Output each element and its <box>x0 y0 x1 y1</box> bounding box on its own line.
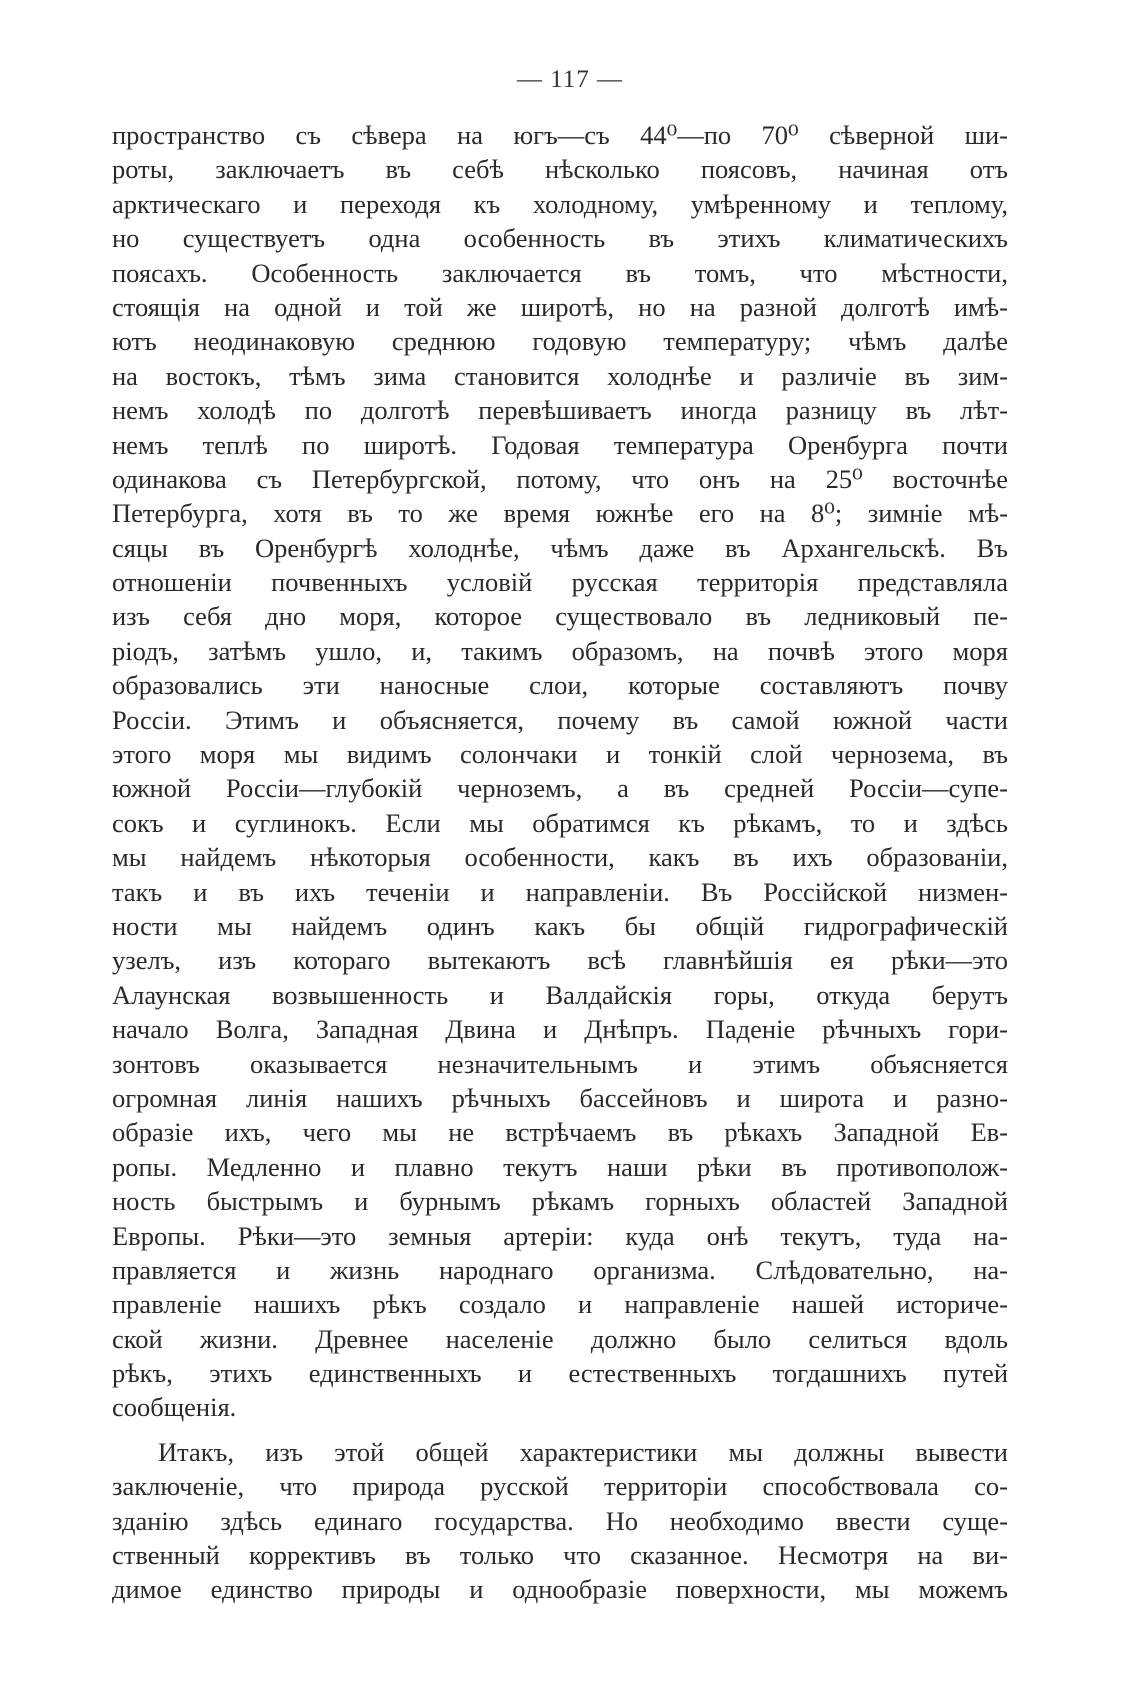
paragraph-gap <box>112 1425 1008 1435</box>
text-line: роты, заключаетъ въ себѣ нѣсколько поясовъ, начиная отъ <box>112 154 1008 185</box>
text-line: сяцы въ Оренбургѣ холоднѣе, чѣмъ даже въ Архангельскѣ. Въ <box>112 532 1008 563</box>
text-line: пространство съ сѣвера на югъ—съ 44⁰—по 70⁰ сѣверной ши- <box>112 120 1008 150</box>
text-line: зонтовъ оказывается незначительнымъ и этимъ объясняется <box>112 1048 1008 1079</box>
text-line: этого моря мы видимъ солончаки и тонкій слой чернозема, въ <box>112 739 1008 770</box>
text-line: начало Волга, Западная Двина и Днѣпръ. Паденіе рѣчныхъ гори- <box>112 1014 1008 1045</box>
text-line: образовались эти наносные слои, которые составляютъ почву <box>112 670 1008 701</box>
text-line: немъ теплѣ по широтѣ. Годовая температура Оренбурга почти <box>112 429 1008 460</box>
text-line: ропы. Медленно и плавно текутъ наши рѣки въ противополож- <box>112 1151 1008 1182</box>
text-line: Итакъ, изъ этой общей характеристики мы должны вывести <box>158 1436 1008 1467</box>
text-line: зданію здѣсь единаго государства. Но необходимо ввести суще- <box>112 1505 1008 1536</box>
text-line: стоящія на одной и той же широтѣ, но на разной долготѣ имѣ- <box>112 291 1008 322</box>
text-line: изъ себя дно моря, которое существовало въ ледниковый пе- <box>112 601 1008 632</box>
text-line: ственный коррективъ въ только что сказанное. Несмотря на ви- <box>112 1540 1008 1571</box>
text-line: димое единство природы и однообразіе поверхности, мы можемъ <box>112 1574 1008 1605</box>
text-line: огромная линія нашихъ рѣчныхъ бассейновъ и широта и разно- <box>112 1082 1008 1113</box>
text-line: ріодъ, затѣмъ ушло, и, такимъ образомъ, на почвѣ этого моря <box>112 635 1008 666</box>
text-line: южной Россіи—глубокій черноземъ, а въ средней Россіи—супе- <box>112 773 1008 804</box>
page-number: — 117 — <box>516 66 624 93</box>
text-line: Россіи. Этимъ и объясняется, почему въ самой южной части <box>112 704 1008 735</box>
text-line: правляется и жизнь народнаго организма. Слѣдовательно, на- <box>112 1254 1008 1285</box>
text-line: сокъ и суглинокъ. Если мы обратимся къ рѣкамъ, то и здѣсь <box>112 807 1008 838</box>
text-line: ютъ неодинаковую среднюю годовую температуру; чѣмъ далѣе <box>112 326 1008 357</box>
text-line: арктическаго и переходя къ холодному, умѣренному и теплому, <box>112 188 1008 219</box>
text-line: узелъ, изъ котораго вытекаютъ всѣ главнѣйшія ея рѣки—это <box>112 945 1008 976</box>
text-line: немъ холодѣ по долготѣ перевѣшиваетъ иногда разницу въ лѣт- <box>112 395 1008 426</box>
body-text <box>112 118 1008 1607</box>
paragraph-1 <box>112 118 1008 1425</box>
text-line: Алаунская возвышенность и Валдайскія горы, откуда берутъ <box>112 979 1008 1010</box>
text-line: отношеніи почвенныхъ условій русская территорія представляла <box>112 567 1008 598</box>
text-line: Петербурга, хотя въ то же время южнѣе его на 8⁰; зимніе мѣ- <box>112 498 1008 529</box>
text-line: поясахъ. Особенность заключается въ томъ, что мѣстности, <box>112 257 1008 288</box>
text-line: такъ и въ ихъ теченіи и направленіи. Въ Россійской низмен- <box>112 876 1008 907</box>
text-line: ности мы найдемъ одинъ какъ бы общій гидрографическій <box>112 910 1008 941</box>
text-line: на востокъ, тѣмъ зима становится холоднѣе и различіе въ зим- <box>112 360 1008 391</box>
text-line: ность быстрымъ и бурнымъ рѣкамъ горныхъ областей Западной <box>112 1186 1008 1217</box>
text-line: мы найдемъ нѣкоторыя особенности, какъ въ ихъ образованіи, <box>112 842 1008 873</box>
text-line: ской жизни. Древнее населеніе должно было селиться вдоль <box>112 1323 1008 1354</box>
text-line: заключеніе, что природа русской территоріи способствовала со- <box>112 1471 1008 1502</box>
text-line: образіе ихъ, чего мы не встрѣчаемъ въ рѣкахъ Западной Ев- <box>112 1117 1008 1148</box>
paragraph-2 <box>112 1435 1008 1607</box>
text-line: Европы. Рѣки—это земныя артеріи: куда онѣ текутъ, туда на- <box>112 1220 1008 1251</box>
text-line: но существуетъ одна особенность въ этихъ климатическихъ <box>112 223 1008 254</box>
text-line: рѣкъ, этихъ единственныхъ и естественныхъ тогдашнихъ путей <box>112 1358 1008 1389</box>
text-line: одинакова съ Петербургской, потому, что онъ на 25⁰ восточнѣе <box>112 463 1008 494</box>
text-line: сообщенія. <box>112 1392 237 1423</box>
text-line: правленіе нашихъ рѣкъ создало и направленіе нашей историче- <box>112 1289 1008 1320</box>
